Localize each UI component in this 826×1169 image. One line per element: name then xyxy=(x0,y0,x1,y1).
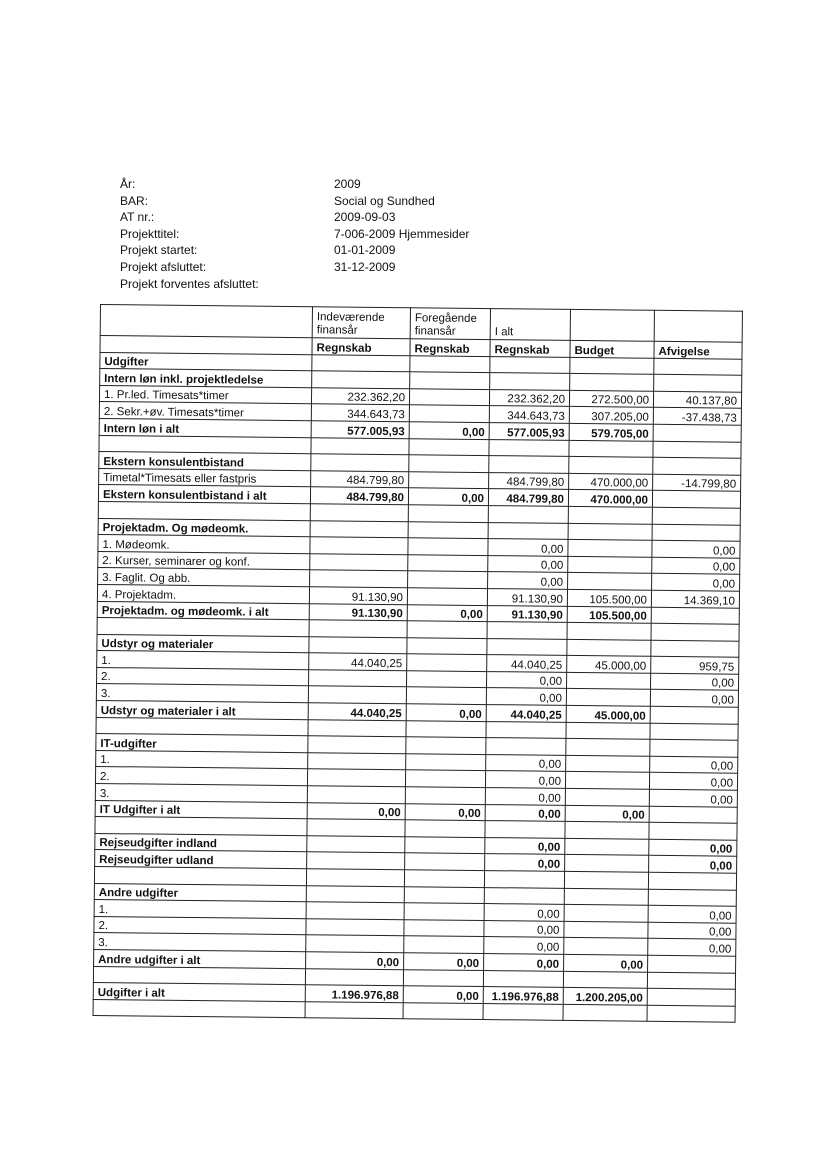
cell-c2: 0,00 xyxy=(405,803,485,820)
cell-c5: -14.799,80 xyxy=(653,474,741,492)
cell-c1: 0,00 xyxy=(307,802,405,820)
row-label: Timetal*Timesats eller fastpris xyxy=(99,468,311,487)
cell-c3: 0,00 xyxy=(485,788,565,805)
cell-c1 xyxy=(310,504,408,522)
cell-c2: 0,00 xyxy=(404,953,484,970)
cell-c1 xyxy=(310,537,408,555)
info-value: 2009 xyxy=(334,177,361,191)
cell-c2 xyxy=(409,438,489,455)
cell-c5: 0,00 xyxy=(650,690,738,708)
row-label: 3. Faglit. Og abb. xyxy=(98,568,310,587)
cell-c1 xyxy=(309,620,407,638)
row-label: 1. xyxy=(97,651,309,670)
cell-c3: 0,00 xyxy=(484,920,564,937)
subheader-budget: Budget xyxy=(570,340,654,357)
cell-c5 xyxy=(653,457,741,475)
row-label: 3. xyxy=(94,933,306,952)
cell-c4: 307.205,00 xyxy=(569,407,653,424)
cell-c1 xyxy=(306,902,404,920)
cell-c3 xyxy=(487,622,567,639)
cell-c4 xyxy=(568,506,652,523)
info-row xyxy=(120,176,469,193)
cell-c3 xyxy=(484,871,564,888)
cell-c5: -37.438,73 xyxy=(653,408,741,426)
cell-c1 xyxy=(307,852,405,870)
cell-c3 xyxy=(490,356,570,373)
cell-c2 xyxy=(405,837,485,854)
cell-c3: 0,00 xyxy=(486,754,566,771)
cell-c2 xyxy=(408,554,488,571)
cell-c5: 959,75 xyxy=(651,657,739,675)
cell-c2 xyxy=(409,455,489,472)
cell-c1: 232.362,20 xyxy=(311,388,409,406)
info-label: Projekttitel: xyxy=(120,226,180,241)
cell-c3: 0,00 xyxy=(484,904,564,921)
row-label: 3. xyxy=(95,784,307,803)
cell-c4 xyxy=(567,639,651,656)
project-info xyxy=(120,176,469,292)
cell-c5 xyxy=(648,872,736,890)
cell-c4: 45.000,00 xyxy=(566,705,650,722)
cell-c1: 1.196.976,88 xyxy=(305,985,403,1003)
cell-c2 xyxy=(408,505,488,522)
cell-c2 xyxy=(406,737,486,754)
cell-c3: 0,00 xyxy=(484,937,564,954)
expense-table xyxy=(93,304,742,1023)
info-value: 31-12-2009 xyxy=(334,259,396,274)
cell-c3: 0,00 xyxy=(484,954,564,971)
row-label: 2. xyxy=(97,667,309,686)
cell-c4 xyxy=(565,772,649,789)
info-label: År: xyxy=(120,177,136,191)
cell-c1 xyxy=(305,968,403,986)
row-label: Projektadm. Og mødeomk. xyxy=(98,518,310,537)
cell-c4 xyxy=(565,788,649,805)
row-label: 1. xyxy=(94,900,306,919)
cell-c2 xyxy=(410,355,490,372)
cell-c5 xyxy=(652,507,740,525)
cell-c5 xyxy=(648,889,736,907)
cell-c2 xyxy=(408,571,488,588)
row-label xyxy=(93,999,305,1018)
cell-c5 xyxy=(651,640,739,658)
cell-c1: 484.799,80 xyxy=(310,487,408,505)
info-value: Social og Sundhed xyxy=(334,193,435,208)
cell-c2: 0,00 xyxy=(403,986,483,1003)
cell-c5 xyxy=(647,972,735,990)
info-label: Projekt afsluttet: xyxy=(120,259,207,274)
cell-c1 xyxy=(309,670,407,688)
cell-c1 xyxy=(308,719,406,737)
cell-c1 xyxy=(312,371,410,389)
cell-c5 xyxy=(650,723,738,741)
info-label: AT nr.: xyxy=(120,210,155,225)
cell-c3: 1.196.976,88 xyxy=(483,987,563,1004)
cell-c2 xyxy=(405,787,485,804)
row-label: Intern løn inkl. projektledelse xyxy=(100,369,312,388)
info-label: BAR: xyxy=(120,193,149,208)
header-previous-year xyxy=(410,308,490,340)
cell-c1: 44.040,25 xyxy=(309,653,407,671)
subheader-afvigelse: Afvigelse xyxy=(654,341,742,359)
row-label: 3. xyxy=(96,684,308,703)
cell-c2 xyxy=(409,389,489,406)
cell-c3: 344.643,73 xyxy=(489,406,569,423)
info-row xyxy=(120,193,469,210)
cell-c5: 0,00 xyxy=(648,922,736,940)
cell-c4: 0,00 xyxy=(564,954,648,971)
row-label: Intern løn i alt xyxy=(99,418,311,437)
row-label: Udgifter xyxy=(100,352,312,371)
cell-c5 xyxy=(651,623,739,641)
cell-c5 xyxy=(649,822,737,840)
cell-c1 xyxy=(306,869,404,887)
cell-c3 xyxy=(486,738,566,755)
cell-c4 xyxy=(569,457,653,474)
cell-c5 xyxy=(651,607,739,625)
cell-c3: 44.040,25 xyxy=(486,705,566,722)
cell-c1 xyxy=(310,553,408,571)
cell-c2 xyxy=(404,870,484,887)
cell-c5 xyxy=(653,424,741,442)
cell-c3 xyxy=(485,821,565,838)
cell-c2 xyxy=(404,919,484,936)
cell-c1 xyxy=(311,437,409,455)
cell-c4 xyxy=(568,556,652,573)
cell-c2 xyxy=(406,720,486,737)
row-label: Rejseudgifter udland xyxy=(95,850,307,869)
cell-c3: 0,00 xyxy=(486,688,566,705)
cell-c4 xyxy=(566,672,650,689)
cell-c5: 0,00 xyxy=(652,574,740,592)
cell-c2 xyxy=(409,471,489,488)
cell-c3 xyxy=(484,887,564,904)
info-row xyxy=(120,226,469,243)
cell-c2 xyxy=(404,886,484,903)
cell-c4 xyxy=(570,374,654,391)
cell-c5 xyxy=(650,740,738,758)
cell-c2 xyxy=(408,521,488,538)
cell-c5: 0,00 xyxy=(649,856,737,874)
cell-c5: 0,00 xyxy=(649,839,737,857)
cell-c3: 0,00 xyxy=(485,771,565,788)
cell-c4 xyxy=(568,540,652,557)
cell-c2 xyxy=(406,687,486,704)
subheader-regnskab-2: Regnskab xyxy=(410,339,490,356)
cell-c2 xyxy=(404,936,484,953)
info-value: 2009-09-03 xyxy=(334,210,396,225)
row-label: 2. xyxy=(94,916,306,935)
cell-c3: 232.362,20 xyxy=(489,389,569,406)
cell-c1: 0,00 xyxy=(306,952,404,970)
cell-c2: 0,00 xyxy=(407,604,487,621)
header-current-year xyxy=(312,307,410,339)
info-label: Projekt startet: xyxy=(120,243,198,258)
cell-c1: 91.130,90 xyxy=(309,603,407,621)
cell-c4: 1.200.205,00 xyxy=(563,988,647,1005)
subheader-regnskab-3: Regnskab xyxy=(490,340,570,357)
header-blank-deviation xyxy=(654,310,742,342)
cell-c2 xyxy=(408,538,488,555)
info-value: 7-006-2009 Hjemmesider xyxy=(334,226,470,241)
cell-c5 xyxy=(654,374,742,392)
info-row xyxy=(120,259,469,276)
cell-c2 xyxy=(407,654,487,671)
row-label: IT-udgifter xyxy=(96,734,308,753)
cell-c5: 0,00 xyxy=(649,789,737,807)
row-label: 2. Sekr.+øv. Timesats*timer xyxy=(99,402,311,421)
cell-c3: 577.005,93 xyxy=(489,423,569,440)
cell-c4: 105.500,00 xyxy=(567,606,651,623)
cell-c3 xyxy=(483,1003,563,1020)
cell-c3 xyxy=(486,721,566,738)
cell-c4 xyxy=(565,855,649,872)
header-current-year-l1: Indeværende xyxy=(316,311,385,324)
cell-c1 xyxy=(306,885,404,903)
header-total: I alt xyxy=(490,309,570,341)
cell-c4 xyxy=(563,971,647,988)
cell-c4 xyxy=(565,822,649,839)
cell-c5 xyxy=(648,955,736,973)
row-label: Udstyr og materialer xyxy=(97,634,309,653)
info-row xyxy=(120,276,469,293)
cell-c5: 0,00 xyxy=(648,905,736,923)
cell-c4 xyxy=(566,722,650,739)
cell-c1 xyxy=(306,935,404,953)
cell-c2 xyxy=(405,820,485,837)
cell-c2 xyxy=(407,621,487,638)
cell-c1: 577.005,93 xyxy=(311,421,409,439)
cell-c4 xyxy=(564,888,648,905)
info-label: Projekt forventes afsluttet: xyxy=(120,276,259,291)
cell-c4 xyxy=(563,1004,647,1021)
cell-c4 xyxy=(570,357,654,374)
cell-c3 xyxy=(489,439,569,456)
row-label: 2. xyxy=(95,767,307,786)
cell-c2 xyxy=(410,372,490,389)
row-label: Andre udgifter xyxy=(94,883,306,902)
cell-c4 xyxy=(564,871,648,888)
info-row xyxy=(120,209,469,226)
cell-c3: 91.130,90 xyxy=(487,605,567,622)
subheader-regnskab-1: Regnskab xyxy=(312,338,410,356)
cell-c1 xyxy=(308,736,406,754)
cell-c2: 0,00 xyxy=(406,704,486,721)
cell-c1 xyxy=(306,918,404,936)
cell-c2 xyxy=(403,1002,483,1019)
cell-c3: 0,00 xyxy=(485,837,565,854)
row-label: Projektadm. og mødeomk. i alt xyxy=(97,601,309,620)
cell-c1 xyxy=(307,769,405,787)
cell-c3 xyxy=(483,970,563,987)
row-label: Andre udgifter i alt xyxy=(94,949,306,968)
cell-c4 xyxy=(564,905,648,922)
cell-c3 xyxy=(488,522,568,539)
cell-c4 xyxy=(568,523,652,540)
cell-c2: 0,00 xyxy=(408,488,488,505)
header-previous-year-l2: finansår xyxy=(414,325,456,338)
info-value: 01-01-2009 xyxy=(334,243,396,258)
cell-c3: 0,00 xyxy=(488,555,568,572)
cell-c2 xyxy=(409,405,489,422)
header-blank xyxy=(100,305,312,338)
cell-c4 xyxy=(564,921,648,938)
cell-c1 xyxy=(307,819,405,837)
cell-c2: 0,00 xyxy=(409,422,489,439)
cell-c3: 0,00 xyxy=(488,572,568,589)
cell-c1 xyxy=(308,686,406,704)
cell-c5: 14.369,10 xyxy=(651,590,739,608)
cell-c4 xyxy=(569,440,653,457)
cell-c5 xyxy=(647,1005,735,1023)
row-label: Udstyr og materialer i alt xyxy=(96,701,308,720)
cell-c1: 344.643,73 xyxy=(311,404,409,422)
row-label: IT Udgifter i alt xyxy=(95,800,307,819)
cell-c4 xyxy=(564,938,648,955)
cell-c1 xyxy=(310,570,408,588)
cell-c3: 484.799,80 xyxy=(489,472,569,489)
cell-c2 xyxy=(407,637,487,654)
header-previous-year-l1: Foregående xyxy=(414,312,477,325)
cell-c1 xyxy=(305,1001,403,1019)
cell-c4 xyxy=(565,838,649,855)
info-row xyxy=(120,242,469,259)
cell-c3 xyxy=(487,638,567,655)
cell-c4: 105.500,00 xyxy=(567,589,651,606)
cell-c4 xyxy=(567,623,651,640)
cell-c5: 40.137,80 xyxy=(653,391,741,409)
cell-c5 xyxy=(652,491,740,509)
cell-c2 xyxy=(406,754,486,771)
header-blank-budget xyxy=(570,309,654,341)
cell-c3: 0,00 xyxy=(485,854,565,871)
row-label: 2. Kurser, seminarer og konf. xyxy=(98,551,310,570)
cell-c5: 0,00 xyxy=(649,773,737,791)
row-label: 1. Pr.led. Timesats*timer xyxy=(99,385,311,404)
row-label: 1. xyxy=(96,750,308,769)
cell-c3: 91.130,90 xyxy=(487,588,567,605)
cell-c5 xyxy=(649,806,737,824)
cell-c5 xyxy=(654,358,742,376)
cell-c4: 0,00 xyxy=(565,805,649,822)
cell-c1 xyxy=(309,636,407,654)
cell-c2 xyxy=(403,969,483,986)
cell-c5: 0,00 xyxy=(648,939,736,957)
row-label: Udgifter i alt xyxy=(93,983,305,1002)
cell-c3 xyxy=(488,506,568,523)
cell-c3: 0,00 xyxy=(488,539,568,556)
cell-c2 xyxy=(407,588,487,605)
cell-c3: 0,00 xyxy=(486,671,566,688)
cell-c3: 0,00 xyxy=(485,804,565,821)
cell-c5 xyxy=(647,988,735,1006)
header-current-year-l2: finansår xyxy=(316,324,358,337)
cell-c1 xyxy=(307,786,405,804)
cell-c2 xyxy=(405,770,485,787)
cell-c1 xyxy=(307,836,405,854)
row-label: Rejseudgifter indland xyxy=(95,833,307,852)
cell-c2 xyxy=(405,853,485,870)
cell-c2 xyxy=(407,671,487,688)
cell-c1: 91.130,90 xyxy=(309,587,407,605)
cell-c5: 0,00 xyxy=(650,673,738,691)
cell-c5 xyxy=(652,524,740,542)
cell-c1: 484.799,80 xyxy=(311,470,409,488)
cell-c5: 0,00 xyxy=(652,557,740,575)
cell-c3: 484.799,80 xyxy=(488,489,568,506)
row-label: 4. Projektadm. xyxy=(97,584,309,603)
cell-c1 xyxy=(308,753,406,771)
cell-c1 xyxy=(312,354,410,372)
cell-c4: 272.500,00 xyxy=(569,390,653,407)
cell-c5: 0,00 xyxy=(650,756,738,774)
row-label: Ekstern konsulentbistand i alt xyxy=(98,485,310,504)
cell-c4 xyxy=(566,739,650,756)
cell-c1: 44.040,25 xyxy=(308,703,406,721)
cell-c3: 44.040,25 xyxy=(487,655,567,672)
cell-c4: 45.000,00 xyxy=(567,656,651,673)
cell-c5: 0,00 xyxy=(652,540,740,558)
cell-c4 xyxy=(566,755,650,772)
cell-c4: 470.000,00 xyxy=(569,473,653,490)
row-label: 1. Mødeomk. xyxy=(98,535,310,554)
cell-c4: 579.705,00 xyxy=(569,423,653,440)
cell-c4 xyxy=(566,689,650,706)
row-label: Ekstern konsulentbistand xyxy=(99,452,311,471)
cell-c1 xyxy=(311,454,409,472)
cell-c4: 470.000,00 xyxy=(568,490,652,507)
cell-c5 xyxy=(650,706,738,724)
cell-c2 xyxy=(404,903,484,920)
cell-c3 xyxy=(490,373,570,390)
cell-c4 xyxy=(568,573,652,590)
cell-c5 xyxy=(653,441,741,459)
cell-c1 xyxy=(310,520,408,538)
cell-c3 xyxy=(489,456,569,473)
